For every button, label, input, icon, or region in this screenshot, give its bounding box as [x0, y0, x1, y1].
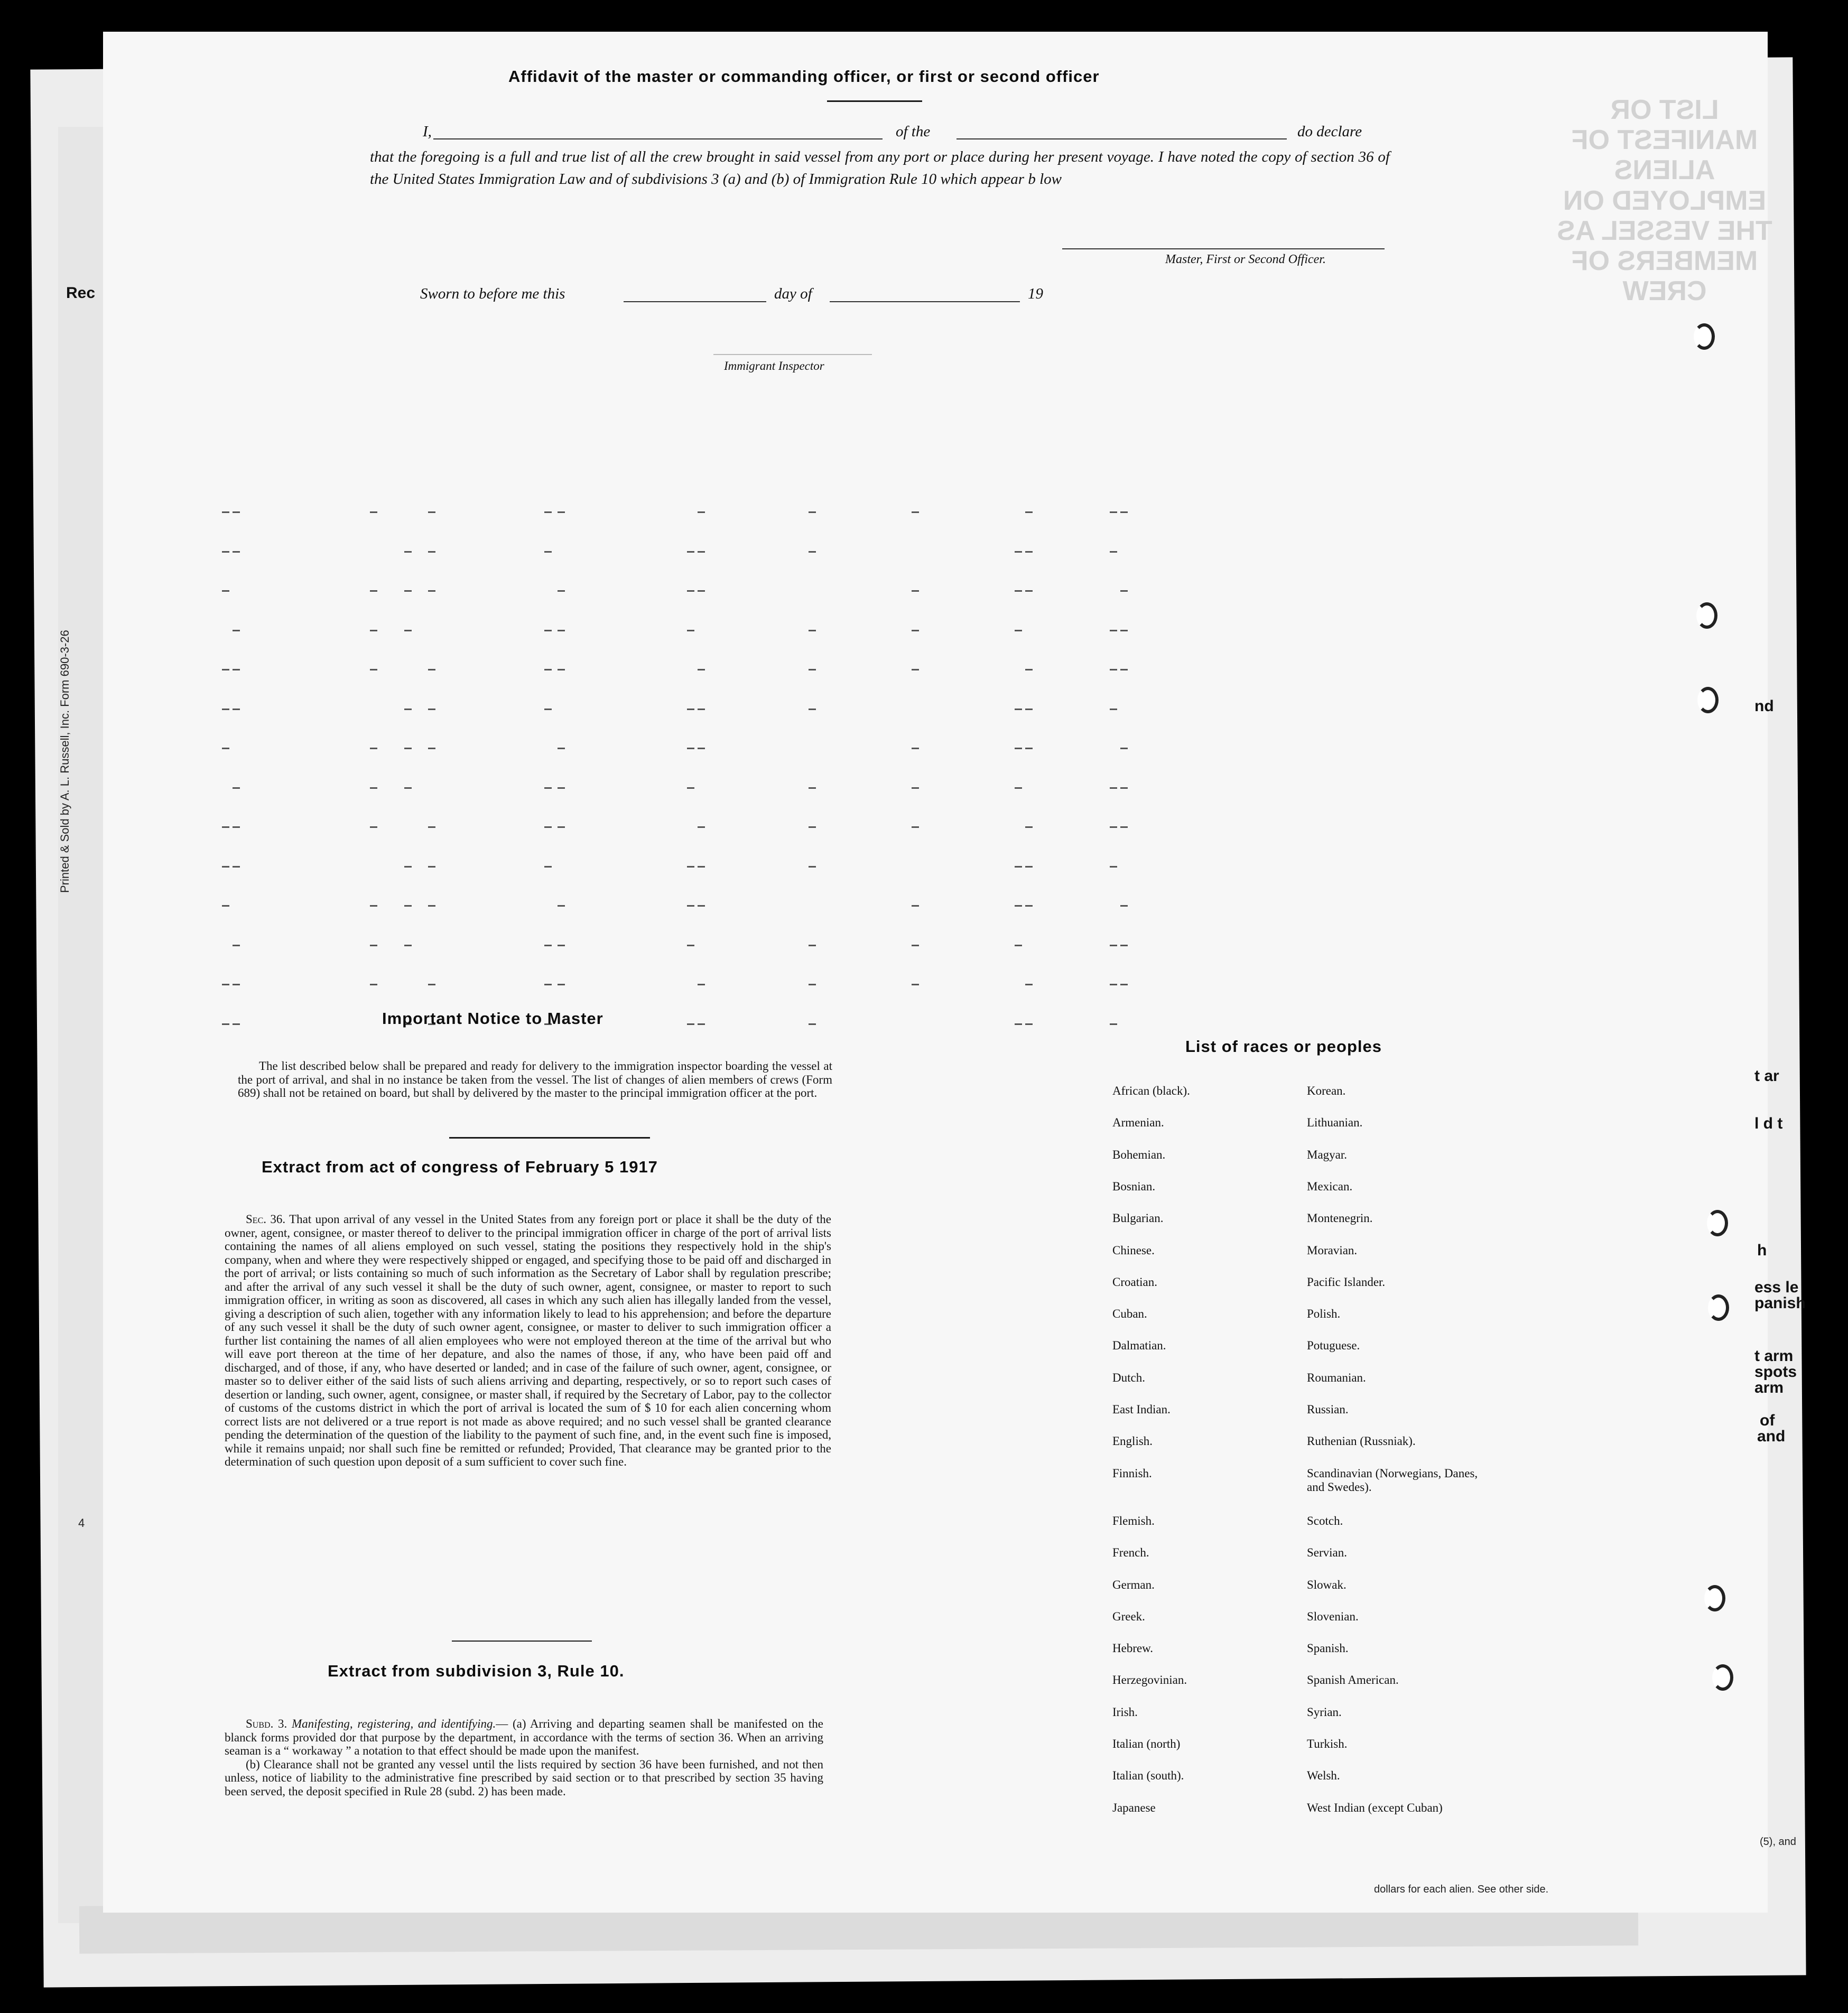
- race-item: Dalmatian.: [1112, 1339, 1166, 1353]
- faint-dash: [687, 945, 694, 946]
- faint-dash: [222, 1023, 229, 1025]
- race-item: Polish.: [1307, 1307, 1341, 1321]
- race-item: Italian (north): [1112, 1737, 1181, 1750]
- extract-act-text: [225, 1213, 831, 1469]
- faint-dash: [404, 630, 412, 631]
- race-item: Mexican.: [1307, 1179, 1353, 1193]
- faint-dash: [428, 984, 435, 985]
- subd-label: Subd. 3.: [246, 1717, 287, 1730]
- faint-dash: [1025, 1023, 1033, 1025]
- faint-dash: [912, 590, 919, 592]
- faint-dash: [809, 709, 816, 710]
- faint-dash: [1015, 630, 1022, 631]
- faint-dash: [1120, 945, 1128, 946]
- binder-hole-icon: [1694, 323, 1715, 350]
- faint-dash: [222, 669, 229, 670]
- race-item: West Indian (except Cuban): [1307, 1801, 1443, 1814]
- faint-dash: [698, 1023, 705, 1025]
- inspector-signature-line[interactable]: [713, 354, 872, 355]
- faint-dash: [544, 709, 552, 710]
- faint-dash: [544, 551, 552, 553]
- race-item: Armenian.: [1112, 1116, 1164, 1130]
- race-item: Cuban.: [1112, 1307, 1147, 1321]
- faint-dash: [698, 669, 705, 670]
- name-blank-line[interactable]: [433, 138, 883, 139]
- faint-dash: [370, 826, 377, 828]
- faint-dash: [1110, 945, 1117, 946]
- faint-dash: [1015, 590, 1022, 592]
- form-page: [103, 32, 1768, 1913]
- faint-dash: [698, 748, 705, 749]
- faint-dash: [912, 630, 919, 631]
- section-label: Sec. 36.: [246, 1213, 286, 1226]
- faint-dash: [404, 551, 412, 553]
- faint-dash: [687, 551, 694, 553]
- race-item: Herzegovinian.: [1112, 1673, 1187, 1687]
- affidavit-body: that the foregoing is a full and true list of all the crew brought in said vessel from any port or place during her present voyage. I have noted the copy of section 36 of the United States Immigration Law and of subdivisions 3 (a) and (b) of Immigration Rule 10 which appear b low: [370, 148, 1390, 188]
- faint-dash: [404, 590, 412, 592]
- faint-dash: [1025, 984, 1033, 985]
- sworn-label: Sworn to before me this: [420, 285, 565, 302]
- race-item: Chinese.: [1112, 1243, 1155, 1257]
- faint-dash: [370, 590, 377, 592]
- faint-dash: [370, 630, 377, 631]
- faint-dash: [233, 984, 240, 985]
- race-item: Irish.: [1112, 1705, 1138, 1719]
- faint-dash: [233, 866, 240, 868]
- faint-dash: [428, 748, 435, 749]
- faint-dash: [1120, 984, 1128, 985]
- margin-fragment-right: ess le: [1754, 1279, 1799, 1296]
- binder-hole-icon: [1697, 687, 1719, 713]
- faint-dash: [1110, 709, 1117, 710]
- faint-dash: [912, 669, 919, 670]
- faint-dash: [233, 511, 240, 513]
- faint-dash: [558, 669, 565, 670]
- faint-dash: [222, 826, 229, 828]
- day-of-label: day of: [774, 285, 812, 302]
- faint-dash: [558, 748, 565, 749]
- race-item: Lithuanian.: [1307, 1116, 1363, 1130]
- race-item: Hebrew.: [1112, 1642, 1154, 1655]
- margin-fragment-right: panish: [1754, 1294, 1806, 1312]
- page-number: 4: [78, 1516, 85, 1530]
- faint-dash: [809, 866, 816, 868]
- race-item: Bohemian.: [1112, 1148, 1166, 1161]
- faint-dash: [544, 826, 552, 828]
- year-label: 19: [1028, 285, 1043, 302]
- race-item: Welsh.: [1307, 1769, 1340, 1783]
- race-item: English.: [1112, 1434, 1153, 1448]
- faint-dash: [1120, 905, 1128, 907]
- faint-dash: [1025, 905, 1033, 907]
- faint-dash: [1120, 669, 1128, 670]
- faint-dash: [687, 787, 694, 789]
- faint-dash: [809, 945, 816, 946]
- extract-act-title: Extract from act of congress of February 5 1917: [262, 1158, 658, 1176]
- affidavit-title-rule: [827, 100, 922, 102]
- race-item: Dutch.: [1112, 1371, 1145, 1384]
- subd-para-b: (b) Clearance shall not be granted any vessel until the lists required by section 36 have been furnished, and not then unless, notice of liability to the administrative fine prescribed by said section or to that prescribed by section 35 having been served, the deposit specified in Rule 28 (subd. 2) has been made.: [225, 1757, 823, 1798]
- faint-dash: [1120, 787, 1128, 789]
- race-item: Slovenian.: [1307, 1609, 1359, 1623]
- faint-dash: [558, 945, 565, 946]
- races-title: List of races or peoples: [1185, 1037, 1382, 1056]
- faint-dash: [698, 905, 705, 907]
- affidavit-i-label: I,: [423, 123, 432, 140]
- margin-fragment-right: h: [1757, 1242, 1767, 1259]
- faint-dash: [912, 511, 919, 513]
- ghost-header-reverse: LIST OR MANIFEST OF ALIENS EMPLOYED ON THE VESSEL AS MEMBERS OF CREW: [1557, 95, 1772, 307]
- margin-fragment-right: l d t: [1754, 1115, 1783, 1132]
- faint-dash: [809, 511, 816, 513]
- faint-dash: [809, 630, 816, 631]
- faint-dash: [687, 866, 694, 868]
- faint-dash: [687, 905, 694, 907]
- faint-dash: [370, 748, 377, 749]
- faint-dash: [1110, 669, 1117, 670]
- margin-fragment-right: t arm: [1754, 1347, 1794, 1365]
- race-item: Magyar.: [1307, 1148, 1348, 1161]
- faint-dash: [1015, 709, 1022, 710]
- faint-dash: [809, 787, 816, 789]
- race-item: Bulgarian.: [1112, 1211, 1164, 1225]
- vessel-blank-line[interactable]: [956, 138, 1287, 139]
- faint-dash: [809, 984, 816, 985]
- faint-dash: [1015, 945, 1022, 946]
- faint-dash: [809, 669, 816, 670]
- faint-dash: [233, 1023, 240, 1025]
- faint-dash: [1015, 905, 1022, 907]
- month-blank-line[interactable]: [830, 301, 1020, 302]
- faint-dash: [1015, 551, 1022, 553]
- faint-dash: [687, 709, 694, 710]
- affidavit-title: Affidavit of the master or commanding officer, or first or second officer: [508, 67, 1100, 86]
- left-page-edge: [58, 127, 106, 1923]
- faint-dash: [1015, 1023, 1022, 1025]
- faint-dash: [1025, 511, 1033, 513]
- race-item: Pacific Islander.: [1307, 1275, 1386, 1289]
- signature-line[interactable]: [1062, 248, 1385, 249]
- margin-fragment-right: arm: [1754, 1379, 1784, 1396]
- faint-dash: [1025, 709, 1033, 710]
- race-item: German.: [1112, 1578, 1155, 1591]
- faint-dash: [912, 945, 919, 946]
- faint-dash: [1015, 748, 1022, 749]
- faint-dash: [558, 590, 565, 592]
- faint-dash: [428, 866, 435, 868]
- faint-dash: [233, 826, 240, 828]
- faint-dash: [1025, 551, 1033, 553]
- faint-dash: [912, 748, 919, 749]
- faint-dash: [1015, 866, 1022, 868]
- faint-dash: [698, 511, 705, 513]
- faint-dash: [912, 984, 919, 985]
- race-item: Scandinavian (Norwegians, Danes, and Swedes).: [1307, 1466, 1478, 1494]
- faint-dash: [222, 551, 229, 553]
- faint-dash: [1110, 984, 1117, 985]
- faint-dash: [698, 984, 705, 985]
- race-item: Greek.: [1112, 1609, 1145, 1623]
- faint-dash: [1025, 590, 1033, 592]
- faint-dash: [558, 511, 565, 513]
- faint-dash: [370, 669, 377, 670]
- faint-dash: [1110, 866, 1117, 868]
- faint-dash: [428, 669, 435, 670]
- subd-heading: Manifesting, registering, and identifying.: [292, 1717, 496, 1730]
- race-item: Montenegrin.: [1307, 1211, 1373, 1225]
- faint-dash: [687, 748, 694, 749]
- faint-dash: [809, 826, 816, 828]
- faint-dash: [558, 630, 565, 631]
- printer-imprint: Printed & Sold by A. L. Russell, Inc. Form 690-3-26: [58, 630, 71, 893]
- faint-dash: [1120, 748, 1128, 749]
- race-item: Spanish.: [1307, 1642, 1349, 1655]
- faint-dash: [233, 709, 240, 710]
- faint-dash: [912, 787, 919, 789]
- faint-dash: [233, 945, 240, 946]
- faint-dash: [698, 866, 705, 868]
- faint-dash: [1120, 590, 1128, 592]
- faint-dash: [912, 826, 919, 828]
- faint-dash: [1120, 826, 1128, 828]
- faint-dash: [1110, 511, 1117, 513]
- affidavit-of-the-label: of the: [896, 123, 931, 140]
- faint-dash: [544, 669, 552, 670]
- faint-dash: [1110, 826, 1117, 828]
- notice-rule: [449, 1137, 650, 1139]
- race-item: Flemish.: [1112, 1514, 1155, 1527]
- faint-dash: [222, 511, 229, 513]
- faint-dash: [222, 709, 229, 710]
- faint-dash: [1025, 866, 1033, 868]
- faint-dash: [698, 709, 705, 710]
- binder-hole-icon: [1704, 1585, 1725, 1611]
- faint-dash: [687, 1023, 694, 1025]
- faint-dash: [698, 551, 705, 553]
- binder-hole-icon: [1708, 1294, 1729, 1321]
- faint-dash: [1110, 787, 1117, 789]
- faint-dash: [428, 551, 435, 553]
- faint-dash: [1110, 630, 1117, 631]
- notice-text: [238, 1059, 832, 1100]
- faint-dash: [370, 511, 377, 513]
- race-item: French.: [1112, 1546, 1149, 1560]
- margin-fragment-right: and: [1757, 1428, 1786, 1445]
- extract-rule-title: Extract from subdivision 3, Rule 10.: [328, 1662, 625, 1680]
- margin-fragment-right: spots: [1754, 1363, 1797, 1381]
- faint-dash: [912, 905, 919, 907]
- faint-dash: [370, 905, 377, 907]
- faint-dash: [370, 984, 377, 985]
- faint-dash: [428, 826, 435, 828]
- race-item: Finnish.: [1112, 1466, 1152, 1480]
- faint-dash: [1025, 826, 1033, 828]
- extract-divider-rule: [452, 1641, 592, 1642]
- faint-dash: [544, 787, 552, 789]
- faint-dash: [428, 905, 435, 907]
- race-item: Roumanian.: [1307, 1371, 1366, 1384]
- bottom-note: dollars for each alien. See other side.: [1374, 1884, 1549, 1895]
- faint-dash: [233, 551, 240, 553]
- race-item: Korean.: [1307, 1084, 1346, 1097]
- faint-dash: [809, 551, 816, 553]
- faint-dash: [809, 1023, 816, 1025]
- faint-dash: [698, 826, 705, 828]
- faint-dash: [558, 787, 565, 789]
- faint-dash: [370, 787, 377, 789]
- race-item: Scotch.: [1307, 1514, 1343, 1527]
- notice-paragraph: The list described below shall be prepared and ready for delivery to the immigration inspector boarding the vessel at the port of arrival, and shal in no instance be taken from the vessel. The list of changes of alien members of crews (Form 689) shall not be retained on board, but shall by delivered by the master to the principal immigration officer at the port.: [238, 1059, 832, 1099]
- faint-dash: [370, 945, 377, 946]
- affidavit-do-declare-label: do declare: [1297, 123, 1362, 140]
- race-item: Moravian.: [1307, 1243, 1358, 1257]
- race-item: Turkish.: [1307, 1737, 1348, 1750]
- notice-title: Important Notice to Master: [382, 1009, 603, 1028]
- faint-dash: [1110, 1023, 1117, 1025]
- faint-dash: [544, 511, 552, 513]
- faint-dash: [428, 590, 435, 592]
- race-item: Spanish American.: [1307, 1673, 1399, 1687]
- race-item: East Indian.: [1112, 1403, 1171, 1416]
- faint-dash: [1025, 748, 1033, 749]
- race-item: Syrian.: [1307, 1705, 1342, 1719]
- race-item: Japanese: [1112, 1801, 1156, 1814]
- faint-dash: [222, 905, 229, 907]
- faint-dash: [404, 866, 412, 868]
- faint-dash: [404, 905, 412, 907]
- section-36-text: That upon arrival of any vessel in the United States from any foreign port or place it shall be the duty of the owner, agent, consignee, or master thereof to deliver to the principal immigration officer in charge of the port of arrival lists containing the names of all aliens employed on such vessel, stating the positions they respectively hold in the ship's company, when and where they were respectively shipped or engaged, and specifying those to be paid off and discharged in the port of arrival; or lists containing so much of such information as the Secretary of Labor shall by regulation prescribe; and after the arrival of any such vessel it shall be the duty of such owner, agent, consignee, or master to report to such immigration officer, in writing as soon as discovered, all cases in which any such alien has illegally landed from the vessel, giving a description of such alien, together with any information likely to lead to his apprehension; and before the departure of any such vessel it shall be the duty of such owner agent, consignee, or master to deliver to such immigration officer a further list containing the names of all alien employees who were not employed thereon at the time of the arrival but who will eave port thereon at the time of her depature, and also the names of those, if any, who have been paid off and discharged, and of those, if any, who have deserted or landed; and in case of the failure of such owner, agent, consignee, or master so to deliver either of the said lists of such aliens arriving and departing, respectively, or so to report such cases of desertion or landing, such owner, agent, consignee, or master shall, if required by the Secretary of Labor, pay to the collector of customs of the customs district in which the port of arrival is located the sum of $ 10 for each alien concerning whom correct lists are not delivered or a true report is not made as above required; and no such vessel shall be granted clearance pending the determination of the question of the liability to the payment of such fine, and, in the event such fine is imposed, while it remains unpaid; nor shall such fine be remitted or refunded; Provided, That clearance may be granted prior to the determination of such question upon deposit of a sum sufficient to cover such fine.: [225, 1213, 831, 1468]
- faint-dash: [222, 984, 229, 985]
- faint-dash: [222, 748, 229, 749]
- race-item: Potuguese.: [1307, 1339, 1360, 1353]
- race-item: Ruthenian (Russniak).: [1307, 1434, 1416, 1448]
- faint-dash: [404, 748, 412, 749]
- faint-dash: [558, 826, 565, 828]
- extract-rule-text: Subd. 3. Manifesting, registering, and identifying.— (a) Arriving and departing seamen shall be manifested on the blanck forms provided dor that purpose by the department, in accordance with the terms of section 36. When an arriving seaman is a “ workaway ” a notation to that effect should be made upon the manifest. (b) Clearance shall not be granted any vessel until the lists required by section 36 have been furnished, and not then unless, notice of liability to the administrative fine prescribed by said section or to that prescribed by section 35 having been served, the deposit specified in Rule 28 (subd. 2) has been made.: [225, 1717, 824, 1798]
- race-item: Slowak.: [1307, 1578, 1346, 1591]
- faint-dash: [698, 590, 705, 592]
- faint-dash: [558, 905, 565, 907]
- binder-hole-icon: [1707, 1210, 1728, 1236]
- faint-dash: [558, 984, 565, 985]
- margin-fragment-right: t ar: [1754, 1067, 1779, 1085]
- margin-note-right: (5), and: [1760, 1836, 1796, 1848]
- faint-dash: [1110, 551, 1117, 553]
- faint-dash: [544, 984, 552, 985]
- faint-dash: [544, 866, 552, 868]
- faint-dash: [222, 866, 229, 868]
- race-item: Russian.: [1307, 1403, 1349, 1416]
- faint-dash: [404, 709, 412, 710]
- faint-dash: [233, 787, 240, 789]
- faint-dash: [544, 630, 552, 631]
- faint-dash: [1120, 630, 1128, 631]
- signature-label: Master, First or Second Officer.: [1165, 253, 1326, 266]
- race-item: Croatian.: [1112, 1275, 1157, 1289]
- faint-dash: [1120, 511, 1128, 513]
- binder-hole-icon: [1712, 1664, 1733, 1691]
- faint-dash: [233, 669, 240, 670]
- faint-dash: [233, 630, 240, 631]
- margin-fragment-right: of: [1760, 1412, 1775, 1429]
- faint-dash: [1025, 669, 1033, 670]
- faint-dash: [544, 945, 552, 946]
- margin-fragment-left: Rec: [66, 284, 96, 302]
- race-item: Servian.: [1307, 1546, 1348, 1560]
- race-item: Italian (south).: [1112, 1769, 1184, 1783]
- margin-fragment-right: nd: [1754, 697, 1774, 715]
- faint-dash: [404, 945, 412, 946]
- subd-para-a: (a) Arriving and departing seamen shall be manifested on the blanck forms provided dor that purpose by the department, in accordance with the terms of section 36. When an arriving seaman is a “ workaway ” a notation to that effect should be made upon the manifest.: [225, 1717, 824, 1757]
- faint-dash: [428, 709, 435, 710]
- faint-dash: [1015, 787, 1022, 789]
- faint-dash: [222, 590, 229, 592]
- faint-dash: [687, 590, 694, 592]
- faint-dash: [687, 630, 694, 631]
- day-blank-line[interactable]: [624, 301, 766, 302]
- race-item: Bosnian.: [1112, 1179, 1156, 1193]
- binder-hole-icon: [1696, 602, 1717, 629]
- inspector-label: Immigrant Inspector: [724, 359, 824, 372]
- race-item: African (black).: [1112, 1084, 1190, 1097]
- faint-dash: [428, 511, 435, 513]
- faint-dash: [404, 787, 412, 789]
